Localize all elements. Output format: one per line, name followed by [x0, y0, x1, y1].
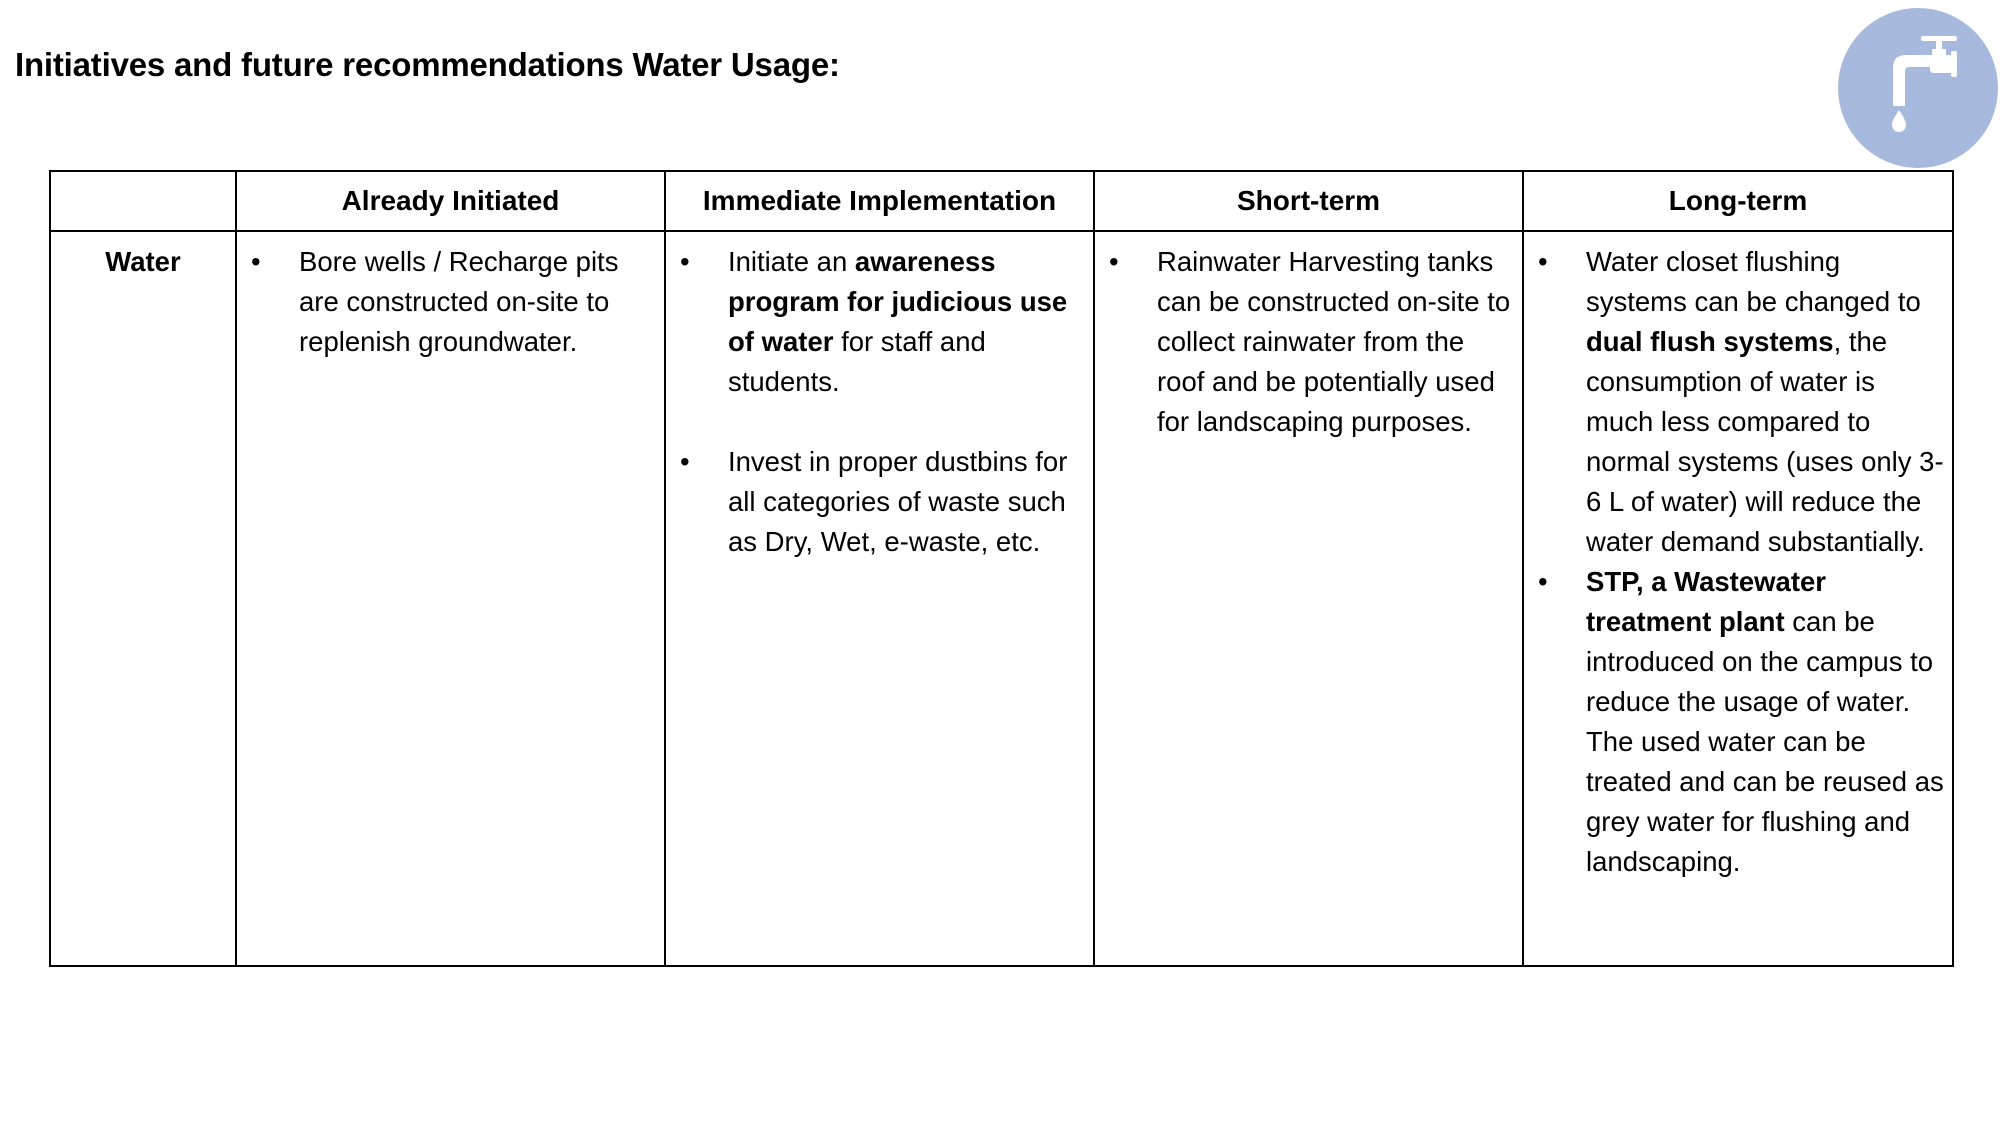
header-already-initiated: Already Initiated — [236, 171, 665, 231]
water-tap-badge — [1838, 8, 1998, 168]
water-tap-icon — [1838, 8, 1998, 168]
bullet-text: for staff and students. — [728, 326, 986, 397]
page-title: Initiatives and future recommendations Water Usage: — [15, 46, 840, 83]
bullet-emphasis: STP, a Wastewater treatment plant — [1586, 566, 1826, 637]
bullet-list — [680, 242, 1085, 562]
bullet-text: Invest in proper dustbins for all categories of waste such as Dry, Wet, e-waste, etc. — [728, 446, 1068, 557]
cell-immediate-implementation — [665, 231, 1094, 966]
table-header-row — [50, 171, 1953, 231]
bullet-text: can be introduced on the campus to reduce the usage of water. The used water can be treated and can be reused as grey water for flushing and landscaping. — [1586, 606, 1944, 877]
bullet-text: Rainwater Harvesting tanks can be constructed on-site to collect rainwater from the roof and be potentially used for landscaping purposes. — [1157, 246, 1511, 437]
cell-long-term — [1523, 231, 1953, 966]
table-row — [50, 231, 1953, 966]
bullet-emphasis: awareness program for judicious use of water — [728, 246, 1068, 357]
header-short-term: Short-term — [1094, 171, 1523, 231]
header-immediate-implementation: Immediate Implementation — [665, 171, 1094, 231]
bullet-emphasis: dual flush systems — [1586, 326, 1834, 357]
cell-short-term — [1094, 231, 1523, 966]
list-item — [1538, 242, 1944, 562]
bullet-text: , the consumption of water is much less compared to normal systems (uses only 3-6 L of water) will reduce the water demand substantially. — [1586, 326, 1944, 557]
list-item — [251, 242, 656, 362]
bullet-text: Bore wells / Recharge pits are constructed on-site to replenish groundwater. — [299, 246, 619, 357]
bullet-text: Initiate an — [728, 246, 855, 277]
list-item — [680, 242, 1085, 402]
list-item — [1109, 242, 1514, 442]
recommendations-table — [49, 170, 1954, 967]
cell-already-initiated — [236, 231, 665, 966]
row-label-water: Water — [50, 231, 236, 966]
header-long-term: Long-term — [1523, 171, 1953, 231]
bullet-list — [1109, 242, 1514, 442]
bullet-list — [1538, 242, 1944, 882]
list-item — [680, 442, 1085, 562]
bullet-list — [251, 242, 656, 362]
header-empty — [50, 171, 236, 231]
list-item — [1538, 562, 1944, 882]
bullet-text: Water closet flushing systems can be changed to — [1586, 246, 1921, 317]
